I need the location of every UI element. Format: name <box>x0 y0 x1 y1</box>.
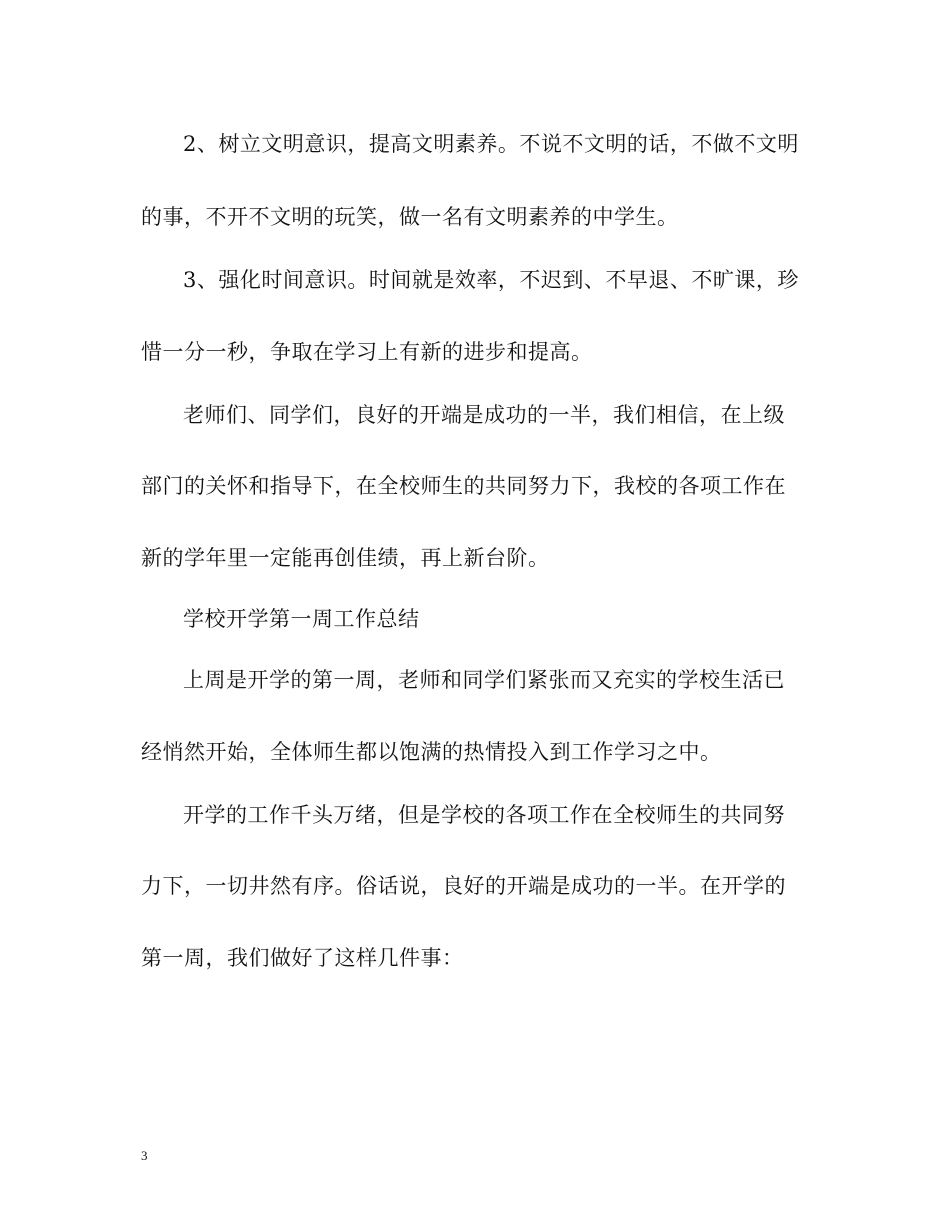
paragraph-line: 第一周，我们做好了这样几件事： <box>141 946 464 970</box>
paragraph-line: 开学的工作千头万绪，但是学校的各项工作在全校师生的共同努 <box>183 803 785 827</box>
paragraph-line: 老师们、同学们，良好的开端是成功的一半，我们相信，在上级 <box>183 403 785 427</box>
paragraph-line: 部门的关怀和指导下，在全校师生的共同努力下，我校的各项工作在 <box>141 474 786 498</box>
page-number: 3 <box>141 1148 148 1163</box>
section-title: 学校开学第一周工作总结 <box>183 607 420 631</box>
paragraph-line: 上周是开学的第一周，老师和同学们紧张而又充实的学校生活已 <box>183 668 785 692</box>
paragraph-line: 经悄然开始，全体师生都以饱满的热情投入到工作学习之中。 <box>141 740 722 764</box>
paragraph-line: 2、树立文明意识，提高文明素养。不说不文明的话，不做不文明 <box>183 132 799 156</box>
paragraph-line: 新的学年里一定能再创佳绩，再上新台阶。 <box>141 546 550 570</box>
paragraph-line: 3、强化时间意识。时间就是效率，不迟到、不早退、不旷课，珍 <box>183 268 799 292</box>
paragraph-line: 的事，不开不文明的玩笑，做一名有文明素养的中学生。 <box>141 205 679 229</box>
paragraph-line: 惜一分一秒，争取在学习上有新的进步和提高。 <box>141 340 593 364</box>
paragraph-line: 力下，一切井然有序。俗话说，良好的开端是成功的一半。在开学的 <box>141 874 786 898</box>
